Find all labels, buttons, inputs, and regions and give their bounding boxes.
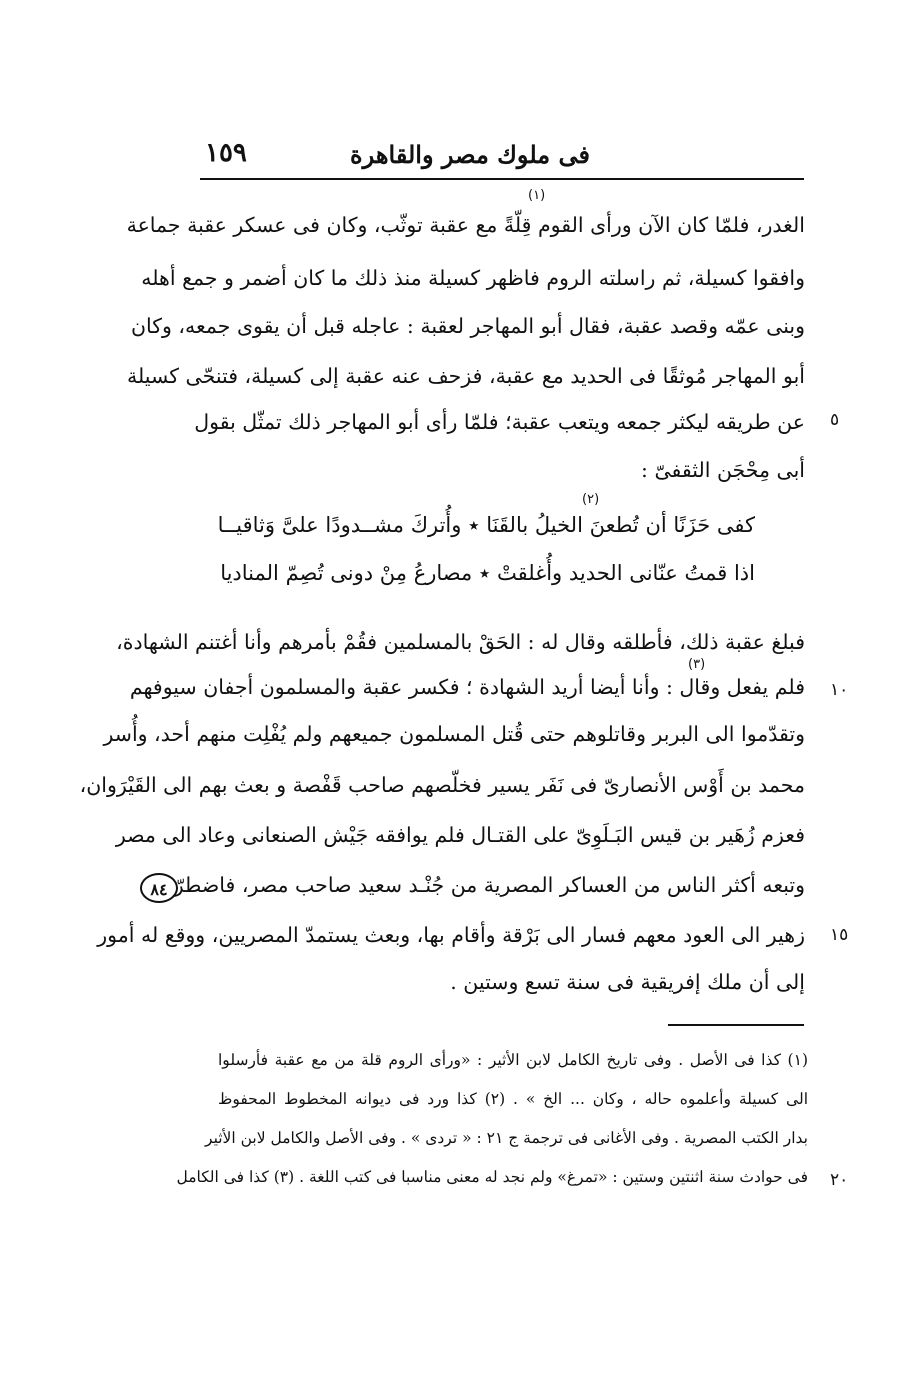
body-line: محمد بن أَوْس الأنصارىّ فى نَفَر يسير فخلّصهم صاحب قَفْصة و بعث بهم الى القَيْرَوان، — [79, 773, 805, 797]
body-line: الغدر، فلمّا كان الآن ورأى القوم قِلّةً مع عقبة توثّب، وكان فى عسكر عقبة جماعة — [126, 213, 805, 237]
side-marginal-mark: ٨٤ — [140, 873, 178, 903]
verse-line: اذا قمتُ عنّانى الحديد وأُغلقتْ ٭ مصارعُ مِنْ دونى تُصِمّ المناديا — [220, 561, 755, 585]
body-line: فبلغ عقبة ذلك، فأطلقه وقال له : الحَقْ بالمسلمين فقُمْ بأمرهم وأنا أغتنم الشهادة، — [116, 630, 805, 654]
body-line: أبو المهاجر مُوثقًا فى الحديد مع عقبة، فزحف عنه عقبة إلى كسيلة، فتنحّى كسيلة — [127, 364, 805, 388]
body-line: وتبعه أكثر الناس من العساكر المصرية من جُنْـد سعيد صاحب مصر، فاضطرّ — [173, 873, 805, 897]
footnote-line: الى كسيلة وأعلموه حاله ، وكان ... الخ » . (٢) كذا ورد فى ديوانه المخطوط المحفوظ — [218, 1090, 808, 1108]
footnote-line: (١) كذا فى الأصل . وفى تاريخ الكامل لابن الأثير : «ورأى الروم قلة من مع عقبة فأرسلوا — [218, 1051, 808, 1069]
verse-line: كفى حَزَنًا أن تُطعنَ الخيلُ بالقَنَا ٭ وأُتركَ مشــدودًا علىَّ وَثاقيــا — [217, 513, 755, 537]
page-number: ١٥٩ — [205, 138, 247, 168]
margin-line-number: ٢٠ — [830, 1170, 849, 1190]
body-line: وبنى عمّه وقصد عقبة، فقال أبو المهاجر لعقبة : عاجله قبل أن يقوى جمعه، وكان — [130, 314, 805, 338]
footnote-line: بدار الكتب المصرية . وفى الأغانى فى ترجمة ج ٢١ : « تردى » . وفى الأصل والكامل لابن الأثير — [205, 1129, 808, 1147]
body-line: فلم يفعل وقال : وأنا أيضا أريد الشهادة ؛ فكسر عقبة والمسلمون أجفان سيوفهم — [129, 675, 805, 699]
footnote-line: فى حوادث سنة اثنتين وستين : «تمرغ» ولم نجد له معنى مناسبا فى كتب اللغة . (٣) كذا فى الكامل — [176, 1168, 808, 1186]
margin-line-number: ١٠ — [830, 680, 849, 700]
margin-line-number: ١٥ — [830, 925, 849, 945]
note-ref-2: (٢) — [582, 492, 600, 507]
body-line: فعزم زُهَير بن قيس البَـلَوِىّ على القتـال فلم يوافقه جَيْش الصنعانى وعاد الى مصر — [115, 823, 805, 847]
body-line: وتقدّموا الى البربر وقاتلوهم حتى قُتل المسلمون جميعهم ولم يُفْلِت منهم أحد، وأُسر — [103, 722, 805, 746]
body-line: إلى أن ملك إفريقية فى سنة تسع وستين . — [450, 970, 805, 994]
header-rule — [200, 178, 804, 180]
footnote-rule — [668, 1024, 804, 1026]
note-ref-3: (٣) — [688, 657, 706, 672]
body-line: أبى مِحْجَن الثقفىّ : — [641, 458, 805, 482]
running-header-title: فى ملوك مصر والقاهرة — [350, 140, 590, 169]
body-line: وافقوا كسيلة، ثم راسلته الروم فاظهر كسيلة منذ ذلك ما كان أضمر و جمع أهله — [141, 266, 805, 290]
body-line: عن طريقه ليكثر جمعه ويتعب عقبة؛ فلمّا رأى أبو المهاجر ذلك تمثّل بقول — [194, 410, 805, 434]
margin-line-number: ٥ — [830, 410, 840, 430]
body-line: زهير الى العود معهم فسار الى بَرْقة وأقام بها، وبعث يستمدّ المصريين، ووقع له أمور — [97, 923, 805, 947]
note-ref-1: (١) — [528, 188, 546, 203]
